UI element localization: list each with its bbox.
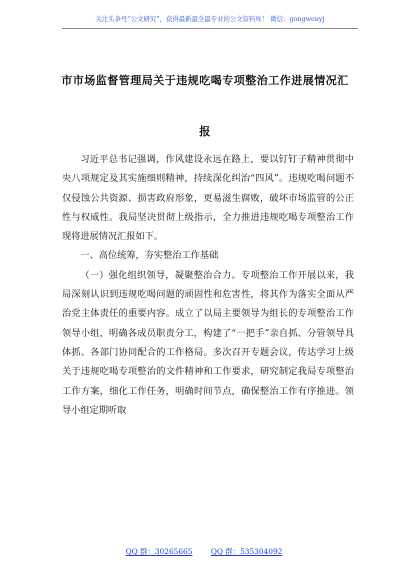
qq-group-link-2[interactable]: QQ 群：535304092 bbox=[210, 547, 283, 556]
page-footer bbox=[0, 546, 408, 557]
document-body bbox=[62, 150, 354, 420]
page-header-banner: 关注头条号“公文研究”，获得最新最全最专业的公文资料库！ 微信：gongwenyj bbox=[62, 14, 358, 29]
intro-paragraph: 习近平总书记强调，作风建设永远在路上，要以钉钉子精神贯彻中央八项规定及其实施细则精神，持续深化纠治“四风”。违规吃喝问题不仅侵蚀公共资源、损害政府形象，更易滋生腐败，破坏市场监管的公正性与权威性。我局坚决贯彻上级指示，全力推进违规吃喝专项整治工作现将进展情况汇报如下。 bbox=[62, 154, 354, 243]
document-title-line-2: 报 bbox=[199, 125, 211, 138]
subsection-paragraph-1: （一）强化组织领导，凝聚整治合力。专项整治工作开展以来，我局深刻认识到违规吃喝问题的顽固性和危害性，将其作为落实全面从严治党主体责任的重要内容。成立了以局主要领导为组长的专项整治工作领导小组，明确各成员职责分工，构建了“一把手”亲自抓、分管领导具体抓、各部门协同配合的工作格局。多次召开专题会议，传达学习上级关于违规吃喝专项整治的文件精神和工作要求，研究制定我局专项整治工作方案，细化工作任务，明确时间节点，确保整治工作有序推进。领导小组定期听取 bbox=[62, 269, 354, 416]
qq-group-link-1[interactable]: QQ 群：30265665 bbox=[125, 547, 193, 556]
document-title-line-1: 市市场监督管理局关于违规吃喝专项整治工作进展情况汇 bbox=[61, 74, 349, 87]
section-heading-1: 一、高位统筹，夯实整治工作基础 bbox=[80, 250, 219, 262]
